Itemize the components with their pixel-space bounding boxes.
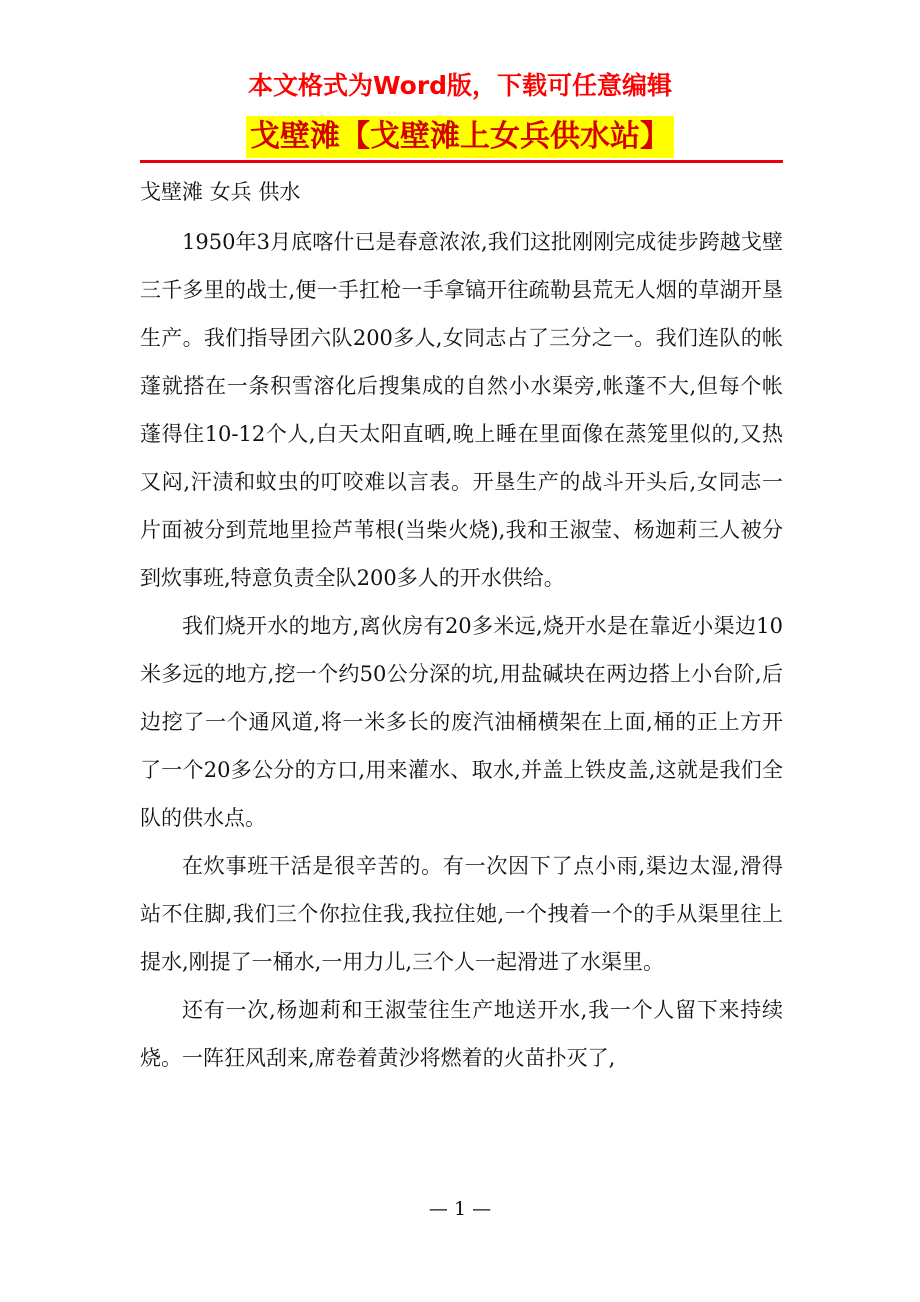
- article-body: [140, 218, 783, 1082]
- format-notice: 本文格式为Word版，下载可任意编辑: [247, 71, 673, 100]
- page-number: — 1 —: [428, 1198, 492, 1220]
- paragraph-2: 我们烧开水的地方,离伙房有20多米远,烧开水是在靠近小渠边10米多远的地方,挖一个约50公分深的坑,用盐碱块在两边搭上小台阶,后边挖了一个通风道,将一米多长的废汽油桶横架在上面,桶的正上方开了一个20多公分的方口,用来灌水、取水,并盖上铁皮盖,这就是我们全队的供水点。: [140, 614, 783, 830]
- title-divider: [140, 160, 783, 163]
- keywords-line: 戈壁滩 女兵 供水: [140, 180, 301, 204]
- paragraph-1: 1950年3月底喀什已是春意浓浓,我们这批刚刚完成徒步跨越戈壁三千多里的战士,便一手扛枪一手拿镐开往疏勒县荒无人烟的草湖开垦生产。我们指导团六队200多人,女同志占了三分之一。我们连队的帐蓬就搭在一条积雪溶化后搜集成的自然小水渠旁,帐蓬不大,但每个帐蓬得住10-12个人,白天太阳直晒,晚上睡在里面像在蒸笼里似的,又热又闷,汗渍和蚊虫的叮咬难以言表。开垦生产的战斗开头后,女同志一片面被分到荒地里捡芦苇根(当柴火烧),我和王淑莹、杨迦莉三人被分到炊事班,特意负责全队200多人的开水供给。: [140, 230, 783, 590]
- title-container: [0, 116, 920, 158]
- paragraph-3: 在炊事班干活是很辛苦的。有一次因下了点小雨,渠边太湿,滑得站不住脚,我们三个你拉住我,我拉住她,一个拽着一个的手从渠里往上提水,刚提了一桶水,一用力儿,三个人一起滑进了水渠里。: [140, 854, 783, 974]
- document-title: 戈壁滩【戈壁滩上女兵供水站】: [246, 116, 674, 158]
- paragraph-4: 还有一次,杨迦莉和王淑莹往生产地送开水,我一个人留下来持续烧。一阵狂风刮来,席卷着黄沙将燃着的火苗扑灭了,: [140, 998, 783, 1070]
